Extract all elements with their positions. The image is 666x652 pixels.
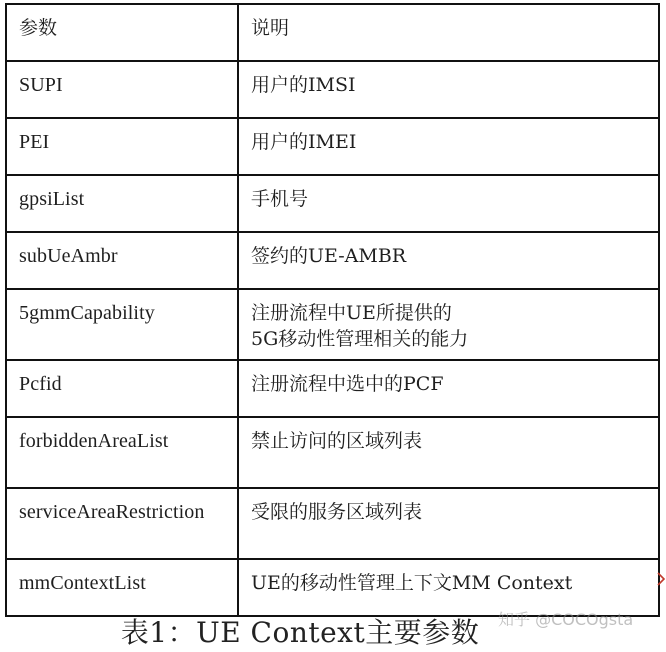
param-desc-cell [238,360,659,417]
table-header-row [6,4,659,61]
table-row [6,488,659,559]
param-name-cell [6,559,238,616]
param-name: PEI [19,131,50,153]
param-desc-cell [238,559,659,616]
table-row [6,175,659,232]
param-name-cell [6,289,238,360]
param-name: gpsiList [19,188,85,210]
table-row [6,118,659,175]
param-name-cell [6,417,238,488]
table-row [6,289,659,360]
table-row [6,232,659,289]
param-description: 手机号 [251,188,309,210]
param-name: mmContextList [19,572,146,594]
header-cell-description [238,4,659,61]
param-name-cell [6,118,238,175]
param-desc-cell [238,289,659,360]
param-desc-cell [238,175,659,232]
param-description: 注册流程中UE所提供的 5G移动性管理相关的能力 [251,302,469,350]
header-cell-parameter [6,4,238,61]
param-description: 注册流程中选中的PCF [251,373,444,395]
param-name-cell [6,61,238,118]
header-label-parameter: 参数 [19,17,58,39]
param-description: 受限的服务区域列表 [251,501,423,523]
table-row [6,360,659,417]
param-desc-cell [238,232,659,289]
red-edge-mark-icon [657,572,665,586]
param-description: UE的移动性管理上下文MM Context [251,572,573,594]
param-name: subUeAmbr [19,245,118,267]
param-description: 禁止访问的区域列表 [251,430,423,452]
table-row [6,417,659,488]
param-desc-cell [238,118,659,175]
param-name: serviceAreaRestriction [19,501,205,523]
watermark: 知乎 @COCOgsta [498,610,634,629]
param-description: 签约的UE-AMBR [251,245,407,267]
param-name-cell [6,360,238,417]
param-desc-cell [238,61,659,118]
table-row [6,61,659,118]
table-row [6,559,659,616]
param-name: forbiddenAreaList [19,430,169,452]
param-desc-cell [238,417,659,488]
header-label-description: 说明 [251,17,290,39]
param-name: SUPI [19,74,63,96]
param-name-cell [6,175,238,232]
param-name-cell [6,488,238,559]
ue-context-parameter-table [5,3,660,617]
param-desc-cell [238,488,659,559]
table-caption: 表1：UE Context主要参数 [120,616,480,649]
param-name: Pcfid [19,373,62,395]
param-name-cell [6,232,238,289]
param-name: 5gmmCapability [19,302,155,324]
param-description: 用户的IMSI [251,74,356,96]
param-description: 用户的IMEI [251,131,357,153]
